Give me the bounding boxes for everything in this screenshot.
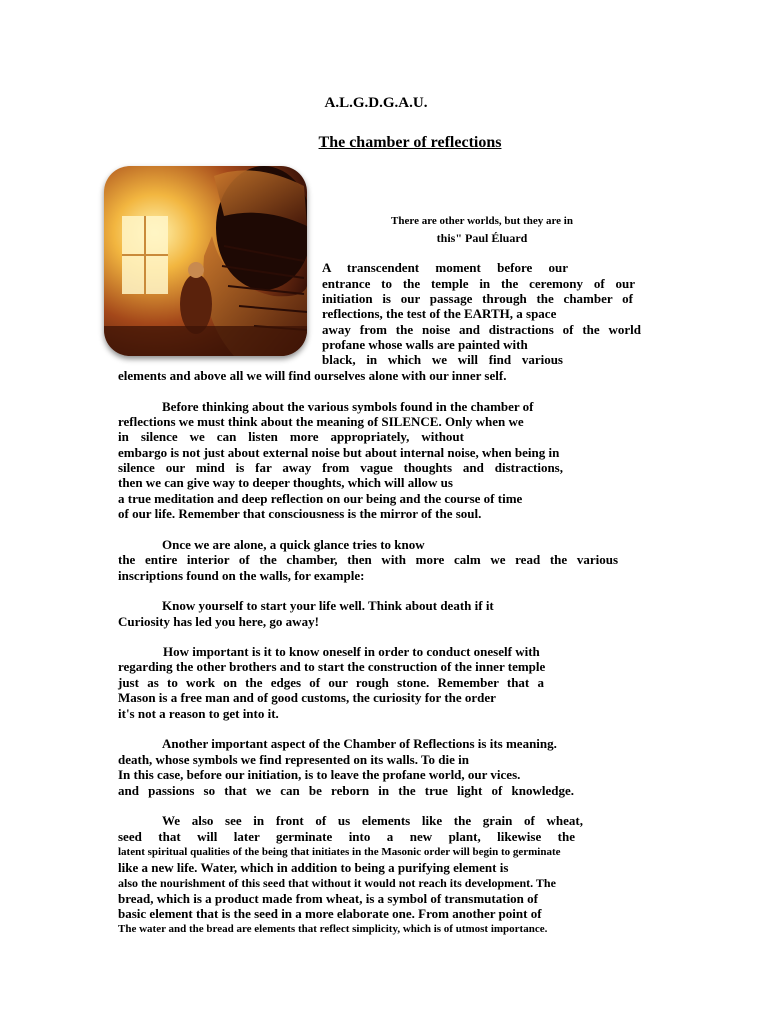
text-line: then we can give way to deeper thoughts, which will allow us — [118, 475, 453, 490]
scholar-painting-svg — [104, 166, 307, 356]
text-line: it's not a reason to get into it. — [118, 706, 279, 721]
text-line: Before thinking about the various symbols found in the chamber of — [162, 399, 534, 414]
text-line: like a new life. Water, which in addition to being a purifying element is — [118, 860, 509, 875]
text-line: Curiosity has led you here, go away! — [118, 614, 319, 629]
text-line: Know yourself to start your life well. Think about death if it — [162, 598, 494, 613]
text-line: elements and above all we will find ourselves alone with our inner self. — [118, 368, 507, 383]
text-line: Once we are alone, a quick glance tries to know — [162, 537, 425, 552]
text-line: away from the noise and distractions of the world — [322, 322, 641, 337]
text-line: Another important aspect of the Chamber of Reflections is its meaning. — [162, 736, 557, 751]
text-line: entrance to the temple in the ceremony of our — [322, 276, 635, 291]
text-line: reflections, the test of the EARTH, a space — [322, 306, 557, 321]
text-line: The water and the bread are elements that reflect simplicity, which is of utmost importance. — [118, 923, 548, 935]
text-line: black, in which we will find various — [322, 352, 563, 367]
text-line: In this case, before our initiation, is to leave the profane world, our vices. — [118, 767, 521, 782]
text-line: in silence we can listen more appropriately, without — [118, 429, 464, 444]
text-line: seed that will later germinate into a new plant, likewise the — [118, 829, 575, 844]
text-line: latent spiritual qualities of the being that initiates in the Masonic order will begin to germinate — [118, 846, 561, 858]
text-line: just as to work on the edges of our rough stone. Remember that a — [118, 675, 544, 690]
text-line: Mason is a free man and of good customs, the curiosity for the order — [118, 690, 496, 705]
text-line: profane whose walls are painted with — [322, 337, 528, 352]
text-line: inscriptions found on the walls, for example: — [118, 568, 365, 583]
text-line: death, whose symbols we find represented on its walls. To die in — [118, 752, 469, 767]
text-line: We also see in front of us elements like the grain of wheat, — [162, 813, 583, 828]
text-line: of our life. Remember that consciousness is the mirror of the soul. — [118, 506, 482, 521]
text-line: A transcendent moment before our — [322, 260, 568, 275]
text-line: silence our mind is far away from vague thoughts and distractions, — [118, 460, 563, 475]
lodge-title: A.L.G.D.G.A.U. — [324, 95, 428, 111]
text-line: How important is it to know oneself in order to conduct oneself with — [163, 644, 540, 659]
text-line: bread, which is a product made from wheat, is a symbol of transmutation of — [118, 891, 538, 906]
text-line: and passions so that we can be reborn in the true light of knowledge. — [118, 783, 574, 798]
quote-line-1: There are other worlds, but they are in — [391, 215, 573, 227]
scholar-painting-icon — [104, 166, 307, 356]
text-line: basic element that is the seed in a more elaborate one. From another point of — [118, 906, 542, 921]
text-line: the entire interior of the chamber, then with more calm we read the various — [118, 552, 618, 567]
text-line: also the nourishment of this seed that without it would not reach its development. The — [118, 876, 556, 890]
text-line: embargo is not just about external noise but about internal noise, when being in — [118, 445, 560, 460]
text-line: initiation is our passage through the chamber of — [322, 291, 633, 306]
text-line: a true meditation and deep reflection on our being and the course of time — [118, 491, 523, 506]
text-line: reflections we must think about the meaning of SILENCE. Only when we — [118, 414, 524, 429]
text-line: regarding the other brothers and to start the construction of the inner temple — [118, 659, 546, 674]
document-title: The chamber of reflections — [318, 134, 502, 151]
quote-line-2: this" Paul Éluard — [436, 231, 528, 245]
